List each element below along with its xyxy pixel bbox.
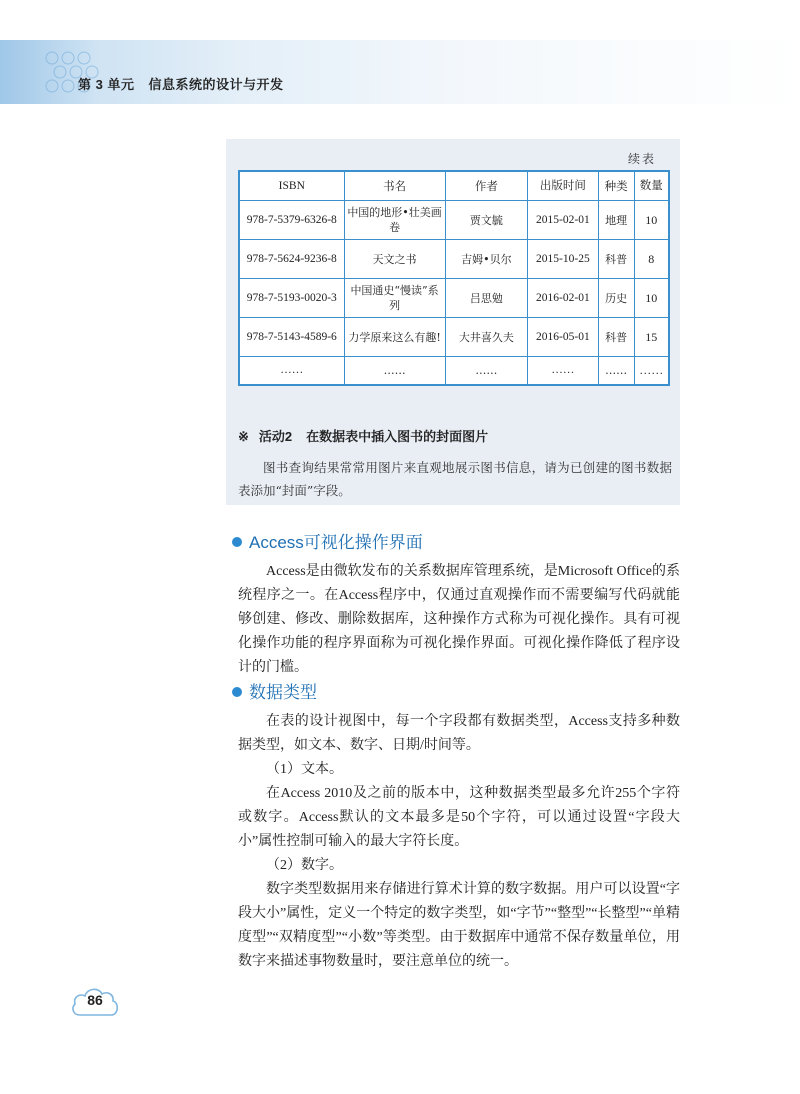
section-heading-datatypes: [232, 678, 317, 703]
cell-quantity: 10: [634, 201, 669, 240]
cell-quantity: 8: [634, 240, 669, 279]
cell-date: 2016-05-01: [528, 318, 599, 357]
cell-category: 科普: [598, 240, 634, 279]
chapter-header: [78, 74, 283, 93]
cell-category: 历史: [598, 279, 634, 318]
cell-isbn: 978-7-5193-0020-3: [239, 279, 344, 318]
cell-ellipsis: ……: [598, 357, 634, 386]
section-heading-access: [232, 528, 423, 553]
bullet-icon: [232, 687, 242, 697]
activity-body: 图书查询结果常常用图片来直观地展示图书信息，请为已创建的图书数据表添加“封面”字段。: [238, 460, 672, 498]
paragraph-number-type: 数字类型数据用来存储进行算术计算的数字数据。用户可以设置“字段大小”属性，定义一个特定的数字类型，如“字节”“整型”“长整型”“单精度型”“双精度型”“小数”等类型。由于数据库中通常不保存数量单位，用数字来描述事物数量时，要注意单位的统一。: [238, 882, 680, 969]
cell-category: 地理: [598, 201, 634, 240]
cell-author: 吉姆•贝尔: [445, 240, 528, 279]
paragraph-text-type: 在Access 2010及之前的版本中，这种数据类型最多允许255个字符或数字。Access默认的文本最多是50个字符，可以通过设置“字段大小”属性控制可输入的最大字符长度。: [238, 786, 680, 849]
cell-ellipsis: ……: [634, 357, 669, 386]
section-heading-text: Access可视化操作界面: [249, 533, 423, 552]
cell-ellipsis: ……: [239, 357, 344, 386]
paragraph-datatypes-intro: 在表的设计视图中，每一个字段都有数据类型，Access支持多种数据类型，如文本、数字、日期/时间等。: [238, 714, 680, 753]
cell-category: 科普: [598, 318, 634, 357]
cell-title: 力学原来这么有趣!: [344, 318, 445, 357]
header-quantity: 数量: [634, 171, 669, 201]
header-date: 出版时间: [528, 171, 599, 201]
page-number: 86: [87, 992, 103, 1008]
header-author: 作者: [445, 171, 528, 201]
cell-ellipsis: ……: [528, 357, 599, 386]
header-title: 书名: [344, 171, 445, 201]
cell-quantity: 10: [634, 279, 669, 318]
cell-title: 天文之书: [344, 240, 445, 279]
header-isbn: ISBN: [239, 171, 344, 201]
books-table: [238, 170, 670, 386]
table-header-row: [239, 171, 669, 201]
cell-date: 2015-10-25: [528, 240, 599, 279]
table-row: [239, 318, 669, 357]
cell-isbn: 978-7-5143-4589-6: [239, 318, 344, 357]
table-row-ellipsis: [239, 357, 669, 386]
activity-label: 活动2: [258, 429, 293, 444]
cell-author: 贾文毓: [445, 201, 528, 240]
cell-ellipsis: ……: [445, 357, 528, 386]
page-number-badge: [70, 982, 120, 1020]
table-row: [239, 279, 669, 318]
table-row: [239, 201, 669, 240]
cell-isbn: 978-7-5624-9236-8: [239, 240, 344, 279]
activity-heading: [238, 426, 488, 445]
bullet-icon: [232, 537, 242, 547]
item-label-number: （2）数字。: [266, 858, 343, 873]
table-row: [239, 240, 669, 279]
header-category: 种类: [598, 171, 634, 201]
continued-label: 续表: [628, 152, 657, 166]
section-heading-text: 数据类型: [249, 683, 317, 702]
unit-title: 信息系统的设计与开发: [148, 77, 284, 92]
cell-title: 中国的地形•壮美画卷: [344, 201, 445, 240]
cell-ellipsis: ……: [344, 357, 445, 386]
cell-isbn: 978-7-5379-6326-8: [239, 201, 344, 240]
cell-date: 2016-02-01: [528, 279, 599, 318]
item-label-text: （1）文本。: [266, 762, 343, 777]
paragraph-access: Access是由微软发布的关系数据库管理系统，是Microsoft Office的系统程序之一。在Access程序中，仅通过直观操作而不需要编写代码就能够创建、修改、删除数据库，这种操作方式称为可视化操作。具有可视化操作功能的程序界面称为可视化操作界面。可视化操作降低了程序设计的门槛。: [238, 564, 680, 675]
cell-quantity: 15: [634, 318, 669, 357]
activity-title: 在数据表中插入图书的封面图片: [306, 429, 489, 444]
unit-label: 第 3 单元: [78, 77, 135, 92]
cell-date: 2015-02-01: [528, 201, 599, 240]
page-header-band: [0, 40, 800, 104]
cell-author: 吕思勉: [445, 279, 528, 318]
cell-title: 中国通史“慢读”系列: [344, 279, 445, 318]
activity-mark: ※: [238, 429, 249, 444]
cell-author: 大井喜久夫: [445, 318, 528, 357]
